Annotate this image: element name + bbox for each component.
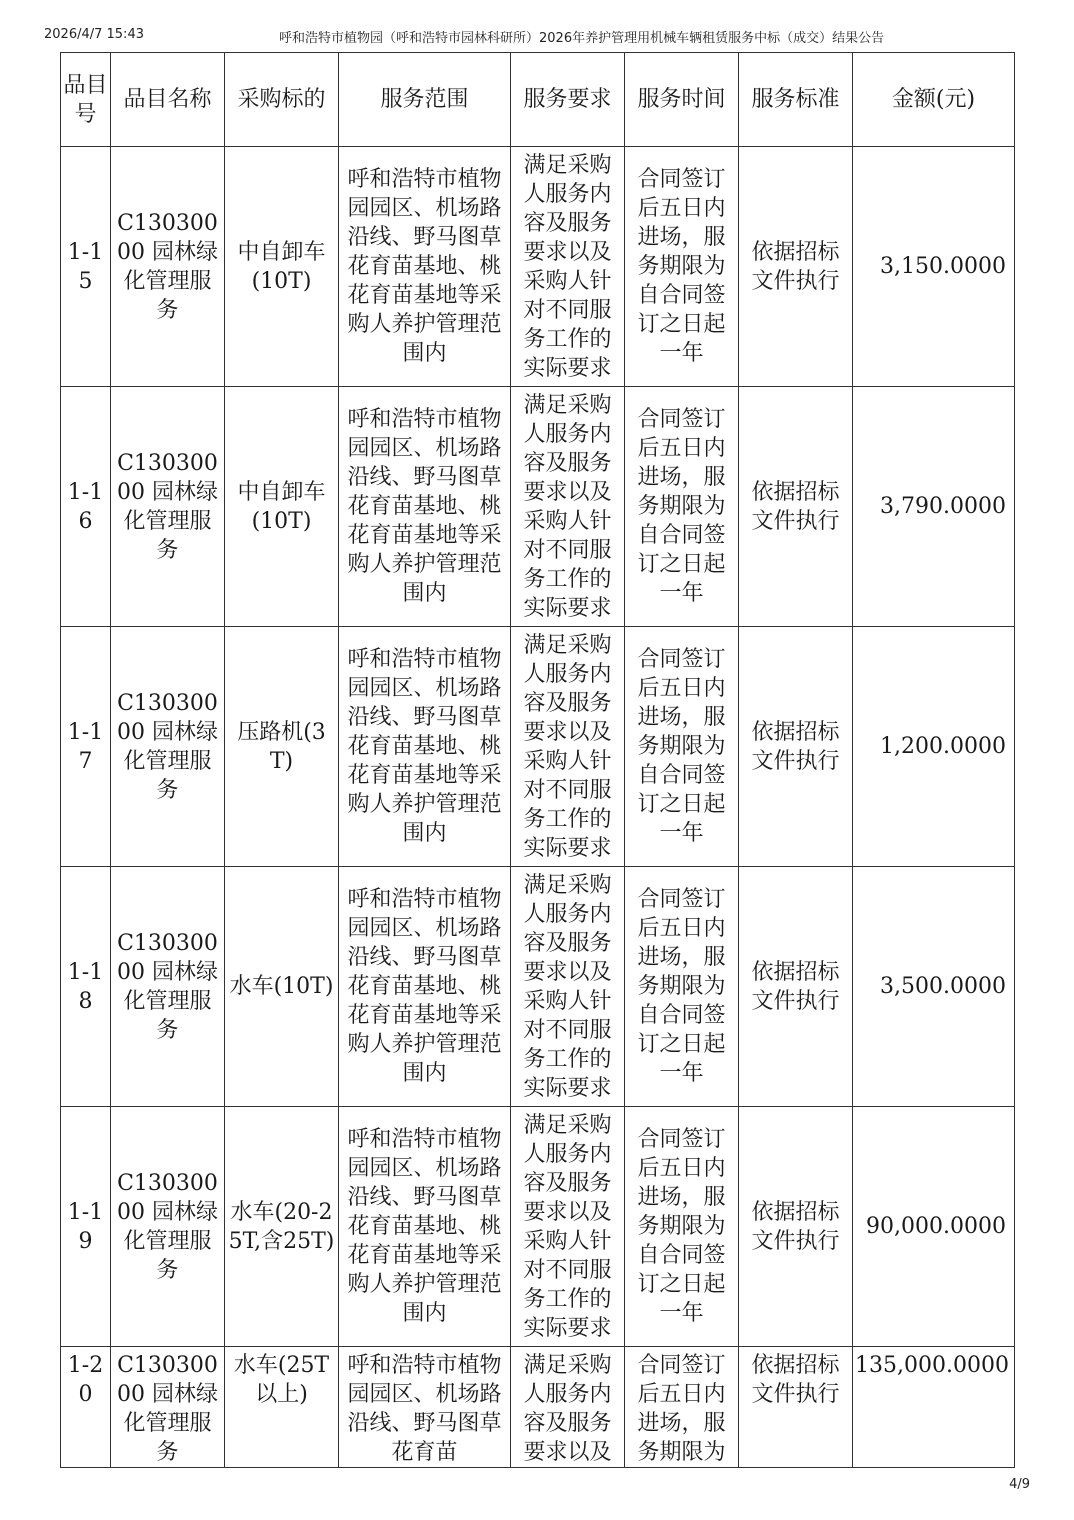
cell-item-no: 1-20 [61,1347,111,1468]
cell-requirements-text: 满足采购人服务内容及服务要求以及 [523,1353,612,1465]
header-amount: 金额(元) [853,53,1015,147]
cell-item-name: C13030000 园林绿化管理服务 [111,147,225,387]
cell-target: 水车(20-25T,含25T) [225,1107,339,1347]
cell-time-text: 合同签订后五日内进场，服务期限为 [637,1353,726,1465]
cell-amount: 90,000.0000 [853,1107,1015,1347]
cell-time [625,1347,739,1468]
header-standard: 服务标准 [739,53,853,147]
cell-requirements: 满足采购人服务内容及服务要求以及采购人针对不同服务工作的实际要求 [511,1107,625,1347]
header-target: 采购标的 [225,53,339,147]
cell-item-name-text: C13030000 园林绿化管理服务 [117,1353,218,1465]
cell-amount: 3,150.0000 [853,147,1015,387]
cell-standard: 依据招标文件执行 [739,1347,853,1468]
cell-amount: 1,200.0000 [853,627,1015,867]
cell-item-name: C13030000 园林绿化管理服务 [111,867,225,1107]
cell-item-name [111,1347,225,1468]
cell-scope: 呼和浩特市植物园园区、机场路沿线、野马图草花育苗基地、桃花育苗基地等采购人养护管理范围内 [339,627,511,867]
table-row-continued [61,1347,1015,1468]
cell-item-name: C13030000 园林绿化管理服务 [111,627,225,867]
cell-item-name: C13030000 园林绿化管理服务 [111,1107,225,1347]
cell-standard: 依据招标文件执行 [739,627,853,867]
cell-requirements: 满足采购人服务内容及服务要求以及采购人针对不同服务工作的实际要求 [511,147,625,387]
page-number: 4/9 [1009,1477,1030,1492]
cell-time: 合同签订后五日内进场，服务期限为自合同签订之日起一年 [625,627,739,867]
cell-scope: 呼和浩特市植物园园区、机场路沿线、野马图草花育苗基地、桃花育苗基地等采购人养护管理范围内 [339,147,511,387]
cell-time: 合同签订后五日内进场，服务期限为自合同签订之日起一年 [625,1107,739,1347]
cell-target: 压路机(3T) [225,627,339,867]
cell-item-name: C13030000 园林绿化管理服务 [111,387,225,627]
cell-requirements: 满足采购人服务内容及服务要求以及采购人针对不同服务工作的实际要求 [511,627,625,867]
cell-scope-text: 呼和浩特市植物园园区、机场路沿线、野马图草花育苗 [347,1353,502,1465]
cell-item-no: 1-19 [61,1107,111,1347]
cell-scope [339,1347,511,1468]
cell-time: 合同签订后五日内进场，服务期限为自合同签订之日起一年 [625,387,739,627]
header-requirements: 服务要求 [511,53,625,147]
document-title: 呼和浩特市植物园（呼和浩特市园林科研所）2026年养护管理用机械车辆租赁服务中标（成交）结果公告 [279,31,885,46]
cell-requirements [511,1347,625,1468]
cell-item-no: 1-17 [61,627,111,867]
cell-requirements: 满足采购人服务内容及服务要求以及采购人针对不同服务工作的实际要求 [511,387,625,627]
cell-standard: 依据招标文件执行 [739,1107,853,1347]
table-row [61,387,1015,627]
print-header [0,27,1074,49]
cell-scope: 呼和浩特市植物园园区、机场路沿线、野马图草花育苗基地、桃花育苗基地等采购人养护管理范围内 [339,1107,511,1347]
cell-requirements: 满足采购人服务内容及服务要求以及采购人针对不同服务工作的实际要求 [511,867,625,1107]
cell-time: 合同签订后五日内进场，服务期限为自合同签订之日起一年 [625,867,739,1107]
cell-item-no: 1-16 [61,387,111,627]
cell-scope: 呼和浩特市植物园园区、机场路沿线、野马图草花育苗基地、桃花育苗基地等采购人养护管理范围内 [339,867,511,1107]
cell-standard: 依据招标文件执行 [739,387,853,627]
cell-amount: 3,790.0000 [853,387,1015,627]
header-item-no: 品目号 [61,53,111,147]
cell-item-no: 1-15 [61,147,111,387]
table-row [61,627,1015,867]
cell-time: 合同签订后五日内进场，服务期限为自合同签订之日起一年 [625,147,739,387]
results-table [60,52,1015,1468]
table-header-row [61,53,1015,147]
print-datetime: 2026/4/7 15:43 [44,27,144,42]
cell-target: 水车(25T以上) [225,1347,339,1468]
table-row [61,147,1015,387]
cell-item-no: 1-18 [61,867,111,1107]
header-item-name: 品目名称 [111,53,225,147]
table-row [61,867,1015,1107]
cell-amount: 135,000.0000 [853,1347,1015,1468]
cell-standard: 依据招标文件执行 [739,867,853,1107]
cell-target: 中自卸车(10T) [225,147,339,387]
header-scope: 服务范围 [339,53,511,147]
cell-target: 水车(10T) [225,867,339,1107]
cell-scope: 呼和浩特市植物园园区、机场路沿线、野马图草花育苗基地、桃花育苗基地等采购人养护管理范围内 [339,387,511,627]
header-time: 服务时间 [625,53,739,147]
table-row [61,1107,1015,1347]
cell-target: 中自卸车(10T) [225,387,339,627]
cell-standard: 依据招标文件执行 [739,147,853,387]
cell-amount: 3,500.0000 [853,867,1015,1107]
